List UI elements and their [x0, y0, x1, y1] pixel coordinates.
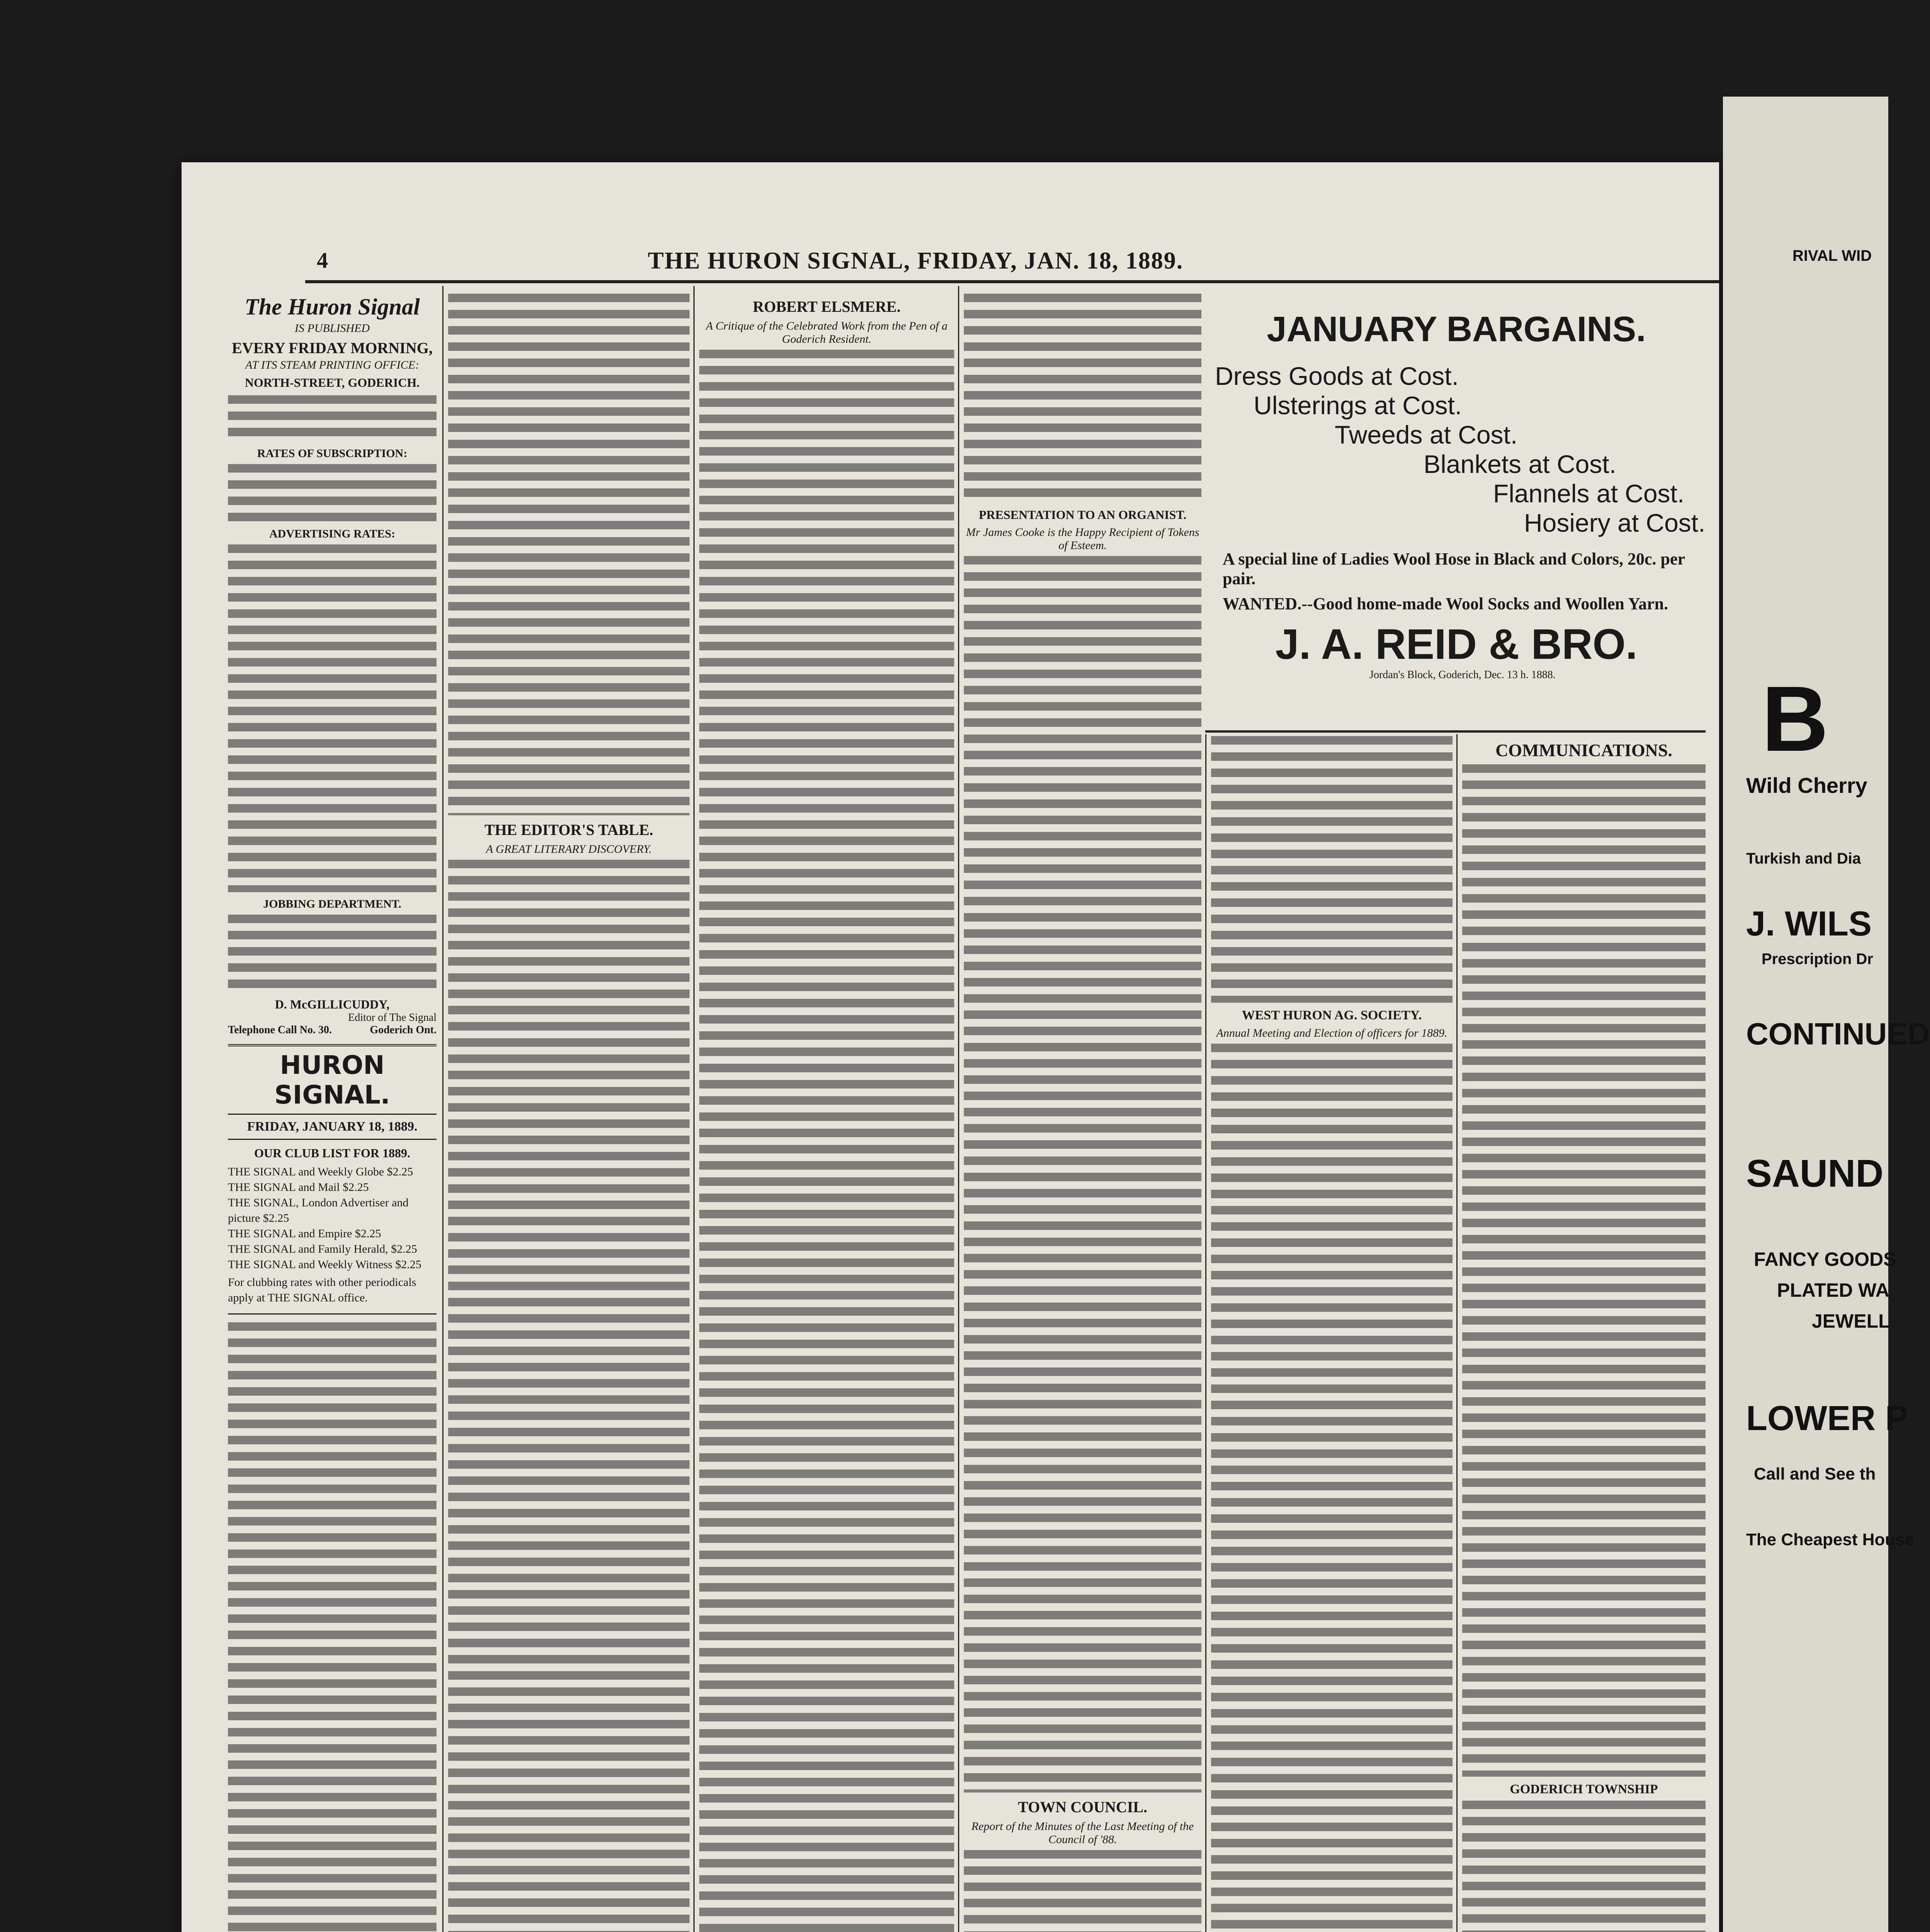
ad-line: Tweeds at Cost. — [1335, 420, 1518, 449]
frequency: EVERY FRIDAY MORNING, — [232, 339, 433, 357]
column-rule — [693, 286, 695, 1932]
ad-line: Hosiery at Cost. — [1524, 509, 1706, 537]
column-4 — [964, 294, 1201, 1932]
editor-title: Editor of The Signal — [348, 1012, 437, 1024]
office-label: AT ITS STEAM PRINTING OFFICE: — [245, 359, 419, 371]
right-fragment-b: B — [1762, 667, 1829, 770]
paper-title: HURON SIGNAL. — [228, 1044, 437, 1115]
club-item: THE SIGNAL, London Advertiser and picture $2.25 — [228, 1196, 409, 1225]
literary-discovery-heading: A GREAT LITERARY DISCOVERY. — [486, 843, 652, 855]
town-name: Goderich Ont. — [370, 1024, 437, 1036]
presentation-subheading: Mr James Cooke is the Happy Recipient of Tokens of Esteem. — [966, 526, 1199, 552]
right-fragment: Wild Cherry — [1746, 773, 1867, 798]
right-fragment: SAUND — [1746, 1152, 1884, 1195]
club-list-heading: OUR CLUB LIST FOR 1889. — [254, 1146, 410, 1160]
council-text — [964, 1850, 1201, 1932]
telephone-number: Telephone Call No. 30. — [228, 1024, 332, 1036]
divider — [228, 1313, 437, 1315]
column-rule — [442, 286, 443, 1932]
advertising-text — [228, 544, 437, 892]
elsmere-heading: ROBERT ELSMERE. — [753, 298, 901, 315]
ad-special: A special line of Ladies Wool Hose in Black and Colors, 20c. per pair. — [1223, 549, 1685, 588]
masthead-rule — [305, 280, 1719, 283]
editors-table-heading: THE EDITOR'S TABLE. — [484, 821, 653, 838]
right-fragment: LOWER P — [1746, 1399, 1908, 1438]
ad-address: Jordan's Block, Goderich, Dec. 13 h. 1888. — [1369, 669, 1556, 681]
column-2 — [448, 294, 690, 1932]
intro-text — [228, 395, 437, 442]
ad-bottom-rule — [1205, 730, 1706, 733]
presentation-heading: PRESENTATION TO AN ORGANIST. — [979, 508, 1187, 522]
ad-firm: J. A. REID & BRO. — [1275, 621, 1638, 668]
club-item: THE SIGNAL and Weekly Witness $2.25 — [228, 1258, 421, 1271]
reid-advertisement — [1207, 294, 1706, 726]
presentation-text — [964, 556, 1201, 1793]
ad-line: Blankets at Cost. — [1424, 450, 1616, 478]
editorial-text — [228, 1322, 437, 1932]
society-subheading: Annual Meeting and Election of officers for 1889. — [1216, 1027, 1448, 1039]
right-fragment: Turkish and Dia — [1746, 850, 1861, 867]
communications-heading: COMMUNICATIONS. — [1495, 740, 1672, 760]
column-rule — [1205, 734, 1206, 1932]
subscription-heading: RATES OF SUBSCRIPTION: — [257, 447, 408, 460]
subscription-text — [228, 464, 437, 522]
ad-wanted: WANTED.--Good home-made Wool Socks and Woollen Yarn. — [1223, 594, 1668, 613]
ad-line: Dress Goods at Cost. — [1215, 362, 1459, 390]
ad-line: Flannels at Cost. — [1493, 479, 1685, 508]
adjacent-page — [1723, 97, 1888, 1932]
column-rule — [1456, 734, 1458, 1932]
right-fragment: Prescription Dr — [1762, 951, 1873, 968]
editors-table-text — [448, 860, 690, 1932]
page-number: 4 — [317, 248, 328, 273]
club-item: THE SIGNAL and Empire $2.25 — [228, 1227, 381, 1240]
right-fragment: The Cheapest House — [1746, 1530, 1915, 1549]
township-heading: GODERICH TOWNSHIP — [1510, 1782, 1658, 1796]
elsmere-text — [699, 350, 954, 1932]
ad-title: JANUARY BARGAINS. — [1267, 310, 1646, 349]
communications-text — [1462, 764, 1706, 1777]
telephone-line — [228, 1024, 437, 1036]
club-note: For clubbing rates with other periodicals apply at THE SIGNAL office. — [228, 1276, 416, 1304]
masthead-title: THE HURON SIGNAL, FRIDAY, JAN. 18, 1889. — [647, 248, 1184, 274]
ad-line: Ulsterings at Cost. — [1254, 391, 1462, 420]
council-subheading: Report of the Minutes of the Last Meeting of the Council of '88. — [971, 1820, 1194, 1846]
society-text — [1211, 1044, 1453, 1932]
editor-name: D. McGILLICUDDY, — [275, 997, 390, 1011]
published-label: IS PUBLISHED — [294, 322, 370, 335]
column-1 — [228, 294, 437, 1932]
club-item: THE SIGNAL and Family Herald, $2.25 — [228, 1243, 417, 1255]
nameplate: The Huron Signal — [245, 294, 420, 320]
right-fragment: RIVAL WID — [1792, 247, 1872, 264]
club-item: THE SIGNAL and Mail $2.25 — [228, 1181, 369, 1194]
column-rule — [958, 286, 959, 1932]
elsmere-subheading: A Critique of the Celebrated Work from the Pen of a Goderich Resident. — [706, 320, 948, 345]
jobbing-text — [228, 915, 437, 992]
club-item: THE SIGNAL and Weekly Globe $2.25 — [228, 1165, 413, 1178]
column-2-text-top — [448, 294, 690, 815]
ad-lines — [1207, 361, 1706, 537]
council-heading: TOWN COUNCIL. — [1018, 1798, 1147, 1816]
column-4-text-top — [964, 294, 1201, 502]
society-heading: WEST HURON AG. SOCIETY. — [1242, 1008, 1422, 1022]
issue-date: FRIDAY, JANUARY 18, 1889. — [228, 1115, 437, 1140]
right-fragment: FANCY GOODS — [1754, 1248, 1896, 1270]
column-5 — [1211, 736, 1453, 1932]
right-fragment: PLATED WA — [1777, 1279, 1889, 1301]
right-fragment: JEWELL — [1812, 1310, 1890, 1332]
right-fragment: J. WILS — [1746, 905, 1872, 943]
office-address: NORTH-STREET, GODERICH. — [245, 376, 420, 389]
column-3 — [699, 294, 954, 1932]
township-text — [1462, 1801, 1706, 1932]
right-fragment: CONTINUED — [1746, 1017, 1930, 1051]
right-fragment: Call and See th — [1754, 1464, 1876, 1483]
column-6 — [1462, 736, 1706, 1932]
club-list — [228, 1164, 437, 1306]
jobbing-heading: JOBBING DEPARTMENT. — [263, 898, 401, 910]
advertising-heading: ADVERTISING RATES: — [269, 527, 395, 540]
column-5-text-top — [1211, 736, 1453, 1003]
